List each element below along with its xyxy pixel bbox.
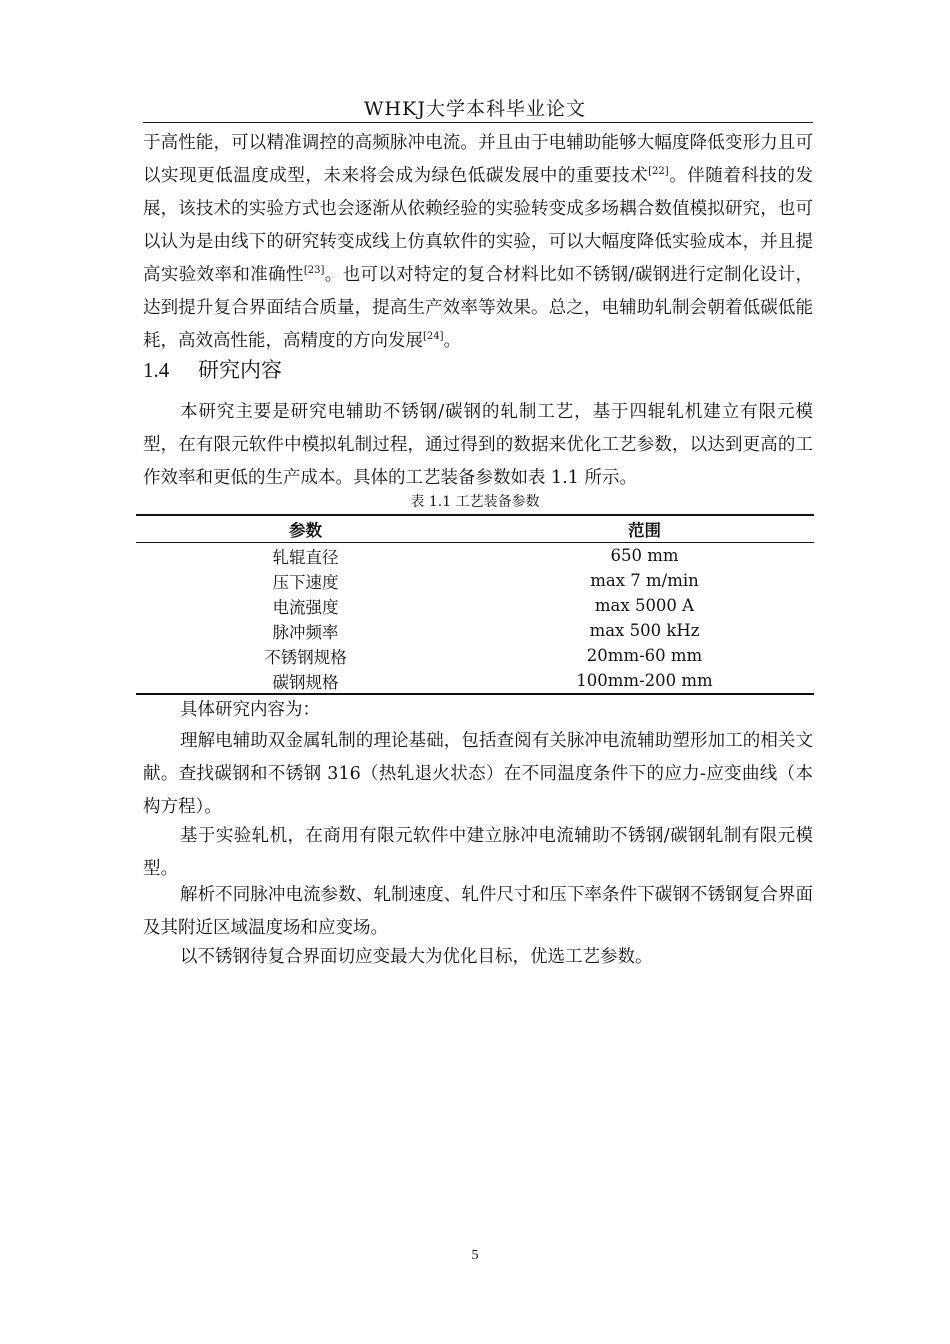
- table-cell: 轧辊直径: [272, 547, 339, 567]
- table-cell: 电流强度: [272, 597, 339, 617]
- paragraph-research-items-intro: 具体研究内容为：: [180, 700, 320, 720]
- table-row: [136, 568, 814, 593]
- table-header-row: [136, 515, 814, 543]
- paragraph-text: 于高性能，可以精准调控的高频脉冲电流。并且由于电辅助能够大幅度降低变形力且可以实现更低温度成型，未来将会成为绿色低碳发展中的重要技术: [143, 133, 813, 186]
- section-heading: [143, 355, 282, 385]
- paragraph-research-item-3: 解析不同脉冲电流参数、轧制速度、轧件尺寸和压下率条件下碳钢不锈钢复合界面及其附近区域温度场和应变场。: [143, 885, 813, 938]
- table-header-cell: 参数: [136, 515, 475, 543]
- table-cell: 100mm-200 mm: [475, 668, 814, 694]
- table-cell: 20mm-60 mm: [586, 646, 703, 665]
- table-cell: max 5000 A: [594, 596, 695, 615]
- paragraph-research-item-2: 基于实验轧机，在商用有限元软件中建立脉冲电流辅助不锈钢/碳钢轧制有限元模型。: [143, 826, 813, 879]
- table-cell: 不锈钢规格: [264, 647, 347, 667]
- table-header-cell: 范围: [475, 515, 814, 543]
- paragraph-text: 。: [443, 331, 462, 351]
- table-caption: 表 1.1 工艺装备参数: [410, 494, 540, 510]
- header-rule: [143, 122, 813, 123]
- table-cell: max 500 kHz: [589, 621, 700, 640]
- paragraph-research-item-4: 以不锈钢待复合界面切应变最大为优化目标，优选工艺参数。: [180, 947, 653, 967]
- paragraph-text: 。伴随着科技的发展，该技术的实验方式也会逐渐从依赖经验的实验转变成多场耦合数值模拟研究，也可以认为是由线下的研究转变成线上仿真软件的实验，可以大幅度降低实验成本，并且提高实验效率和准确性: [143, 166, 813, 285]
- citation-24: [24]: [423, 331, 444, 342]
- table-cell: 脉冲频率: [272, 622, 339, 642]
- paragraph-research-item-1: 理解电辅助双金属轧制的理论基础，包括查阅有关脉冲电流辅助塑形加工的相关文献。查找碳钢和不锈钢 316（热轧退火状态）在不同温度条件下的应力-应变曲线（本构方程）。: [143, 731, 813, 817]
- table-row: [136, 593, 814, 618]
- section-number: 1.4: [143, 358, 170, 382]
- paragraph-text: 。也可以对特定的复合材料比如不锈钢/碳钢进行定制化设计，达到提升复合界面结合质量，提高生产效率等效果。总之，电辅助轧制会朝着低碳低能耗，高效高性能，高精度的方向发展: [143, 265, 814, 351]
- table-cell: max 7 m/min: [590, 571, 699, 590]
- table-row: [136, 643, 814, 668]
- table-cell: 650 mm: [610, 546, 679, 565]
- page-header-title: WHKJ大学本科毕业论文: [364, 98, 586, 120]
- table-row: [136, 618, 814, 643]
- table-cell: 碳钢规格: [136, 668, 475, 694]
- citation-23: [23]: [303, 265, 325, 276]
- table-row: [136, 668, 814, 694]
- table-cell: 压下速度: [272, 572, 339, 592]
- section-title: 研究内容: [198, 358, 282, 382]
- citation-22: [22]: [648, 166, 669, 177]
- paragraph-research-overview: 本研究主要是研究电辅助不锈钢/碳钢的轧制工艺，基于四辊轧机建立有限元模型，在有限元软件中模拟轧制过程，通过得到的数据来优化工艺参数，以达到更高的工作效率和更低的生产成本。具体的工艺装备参数如表 1.1 所示。: [143, 402, 813, 488]
- page-number: 5: [471, 1248, 479, 1263]
- table-row: [136, 543, 814, 569]
- process-parameters-table: [136, 514, 814, 695]
- paragraph-intro-continuation: [143, 127, 813, 358]
